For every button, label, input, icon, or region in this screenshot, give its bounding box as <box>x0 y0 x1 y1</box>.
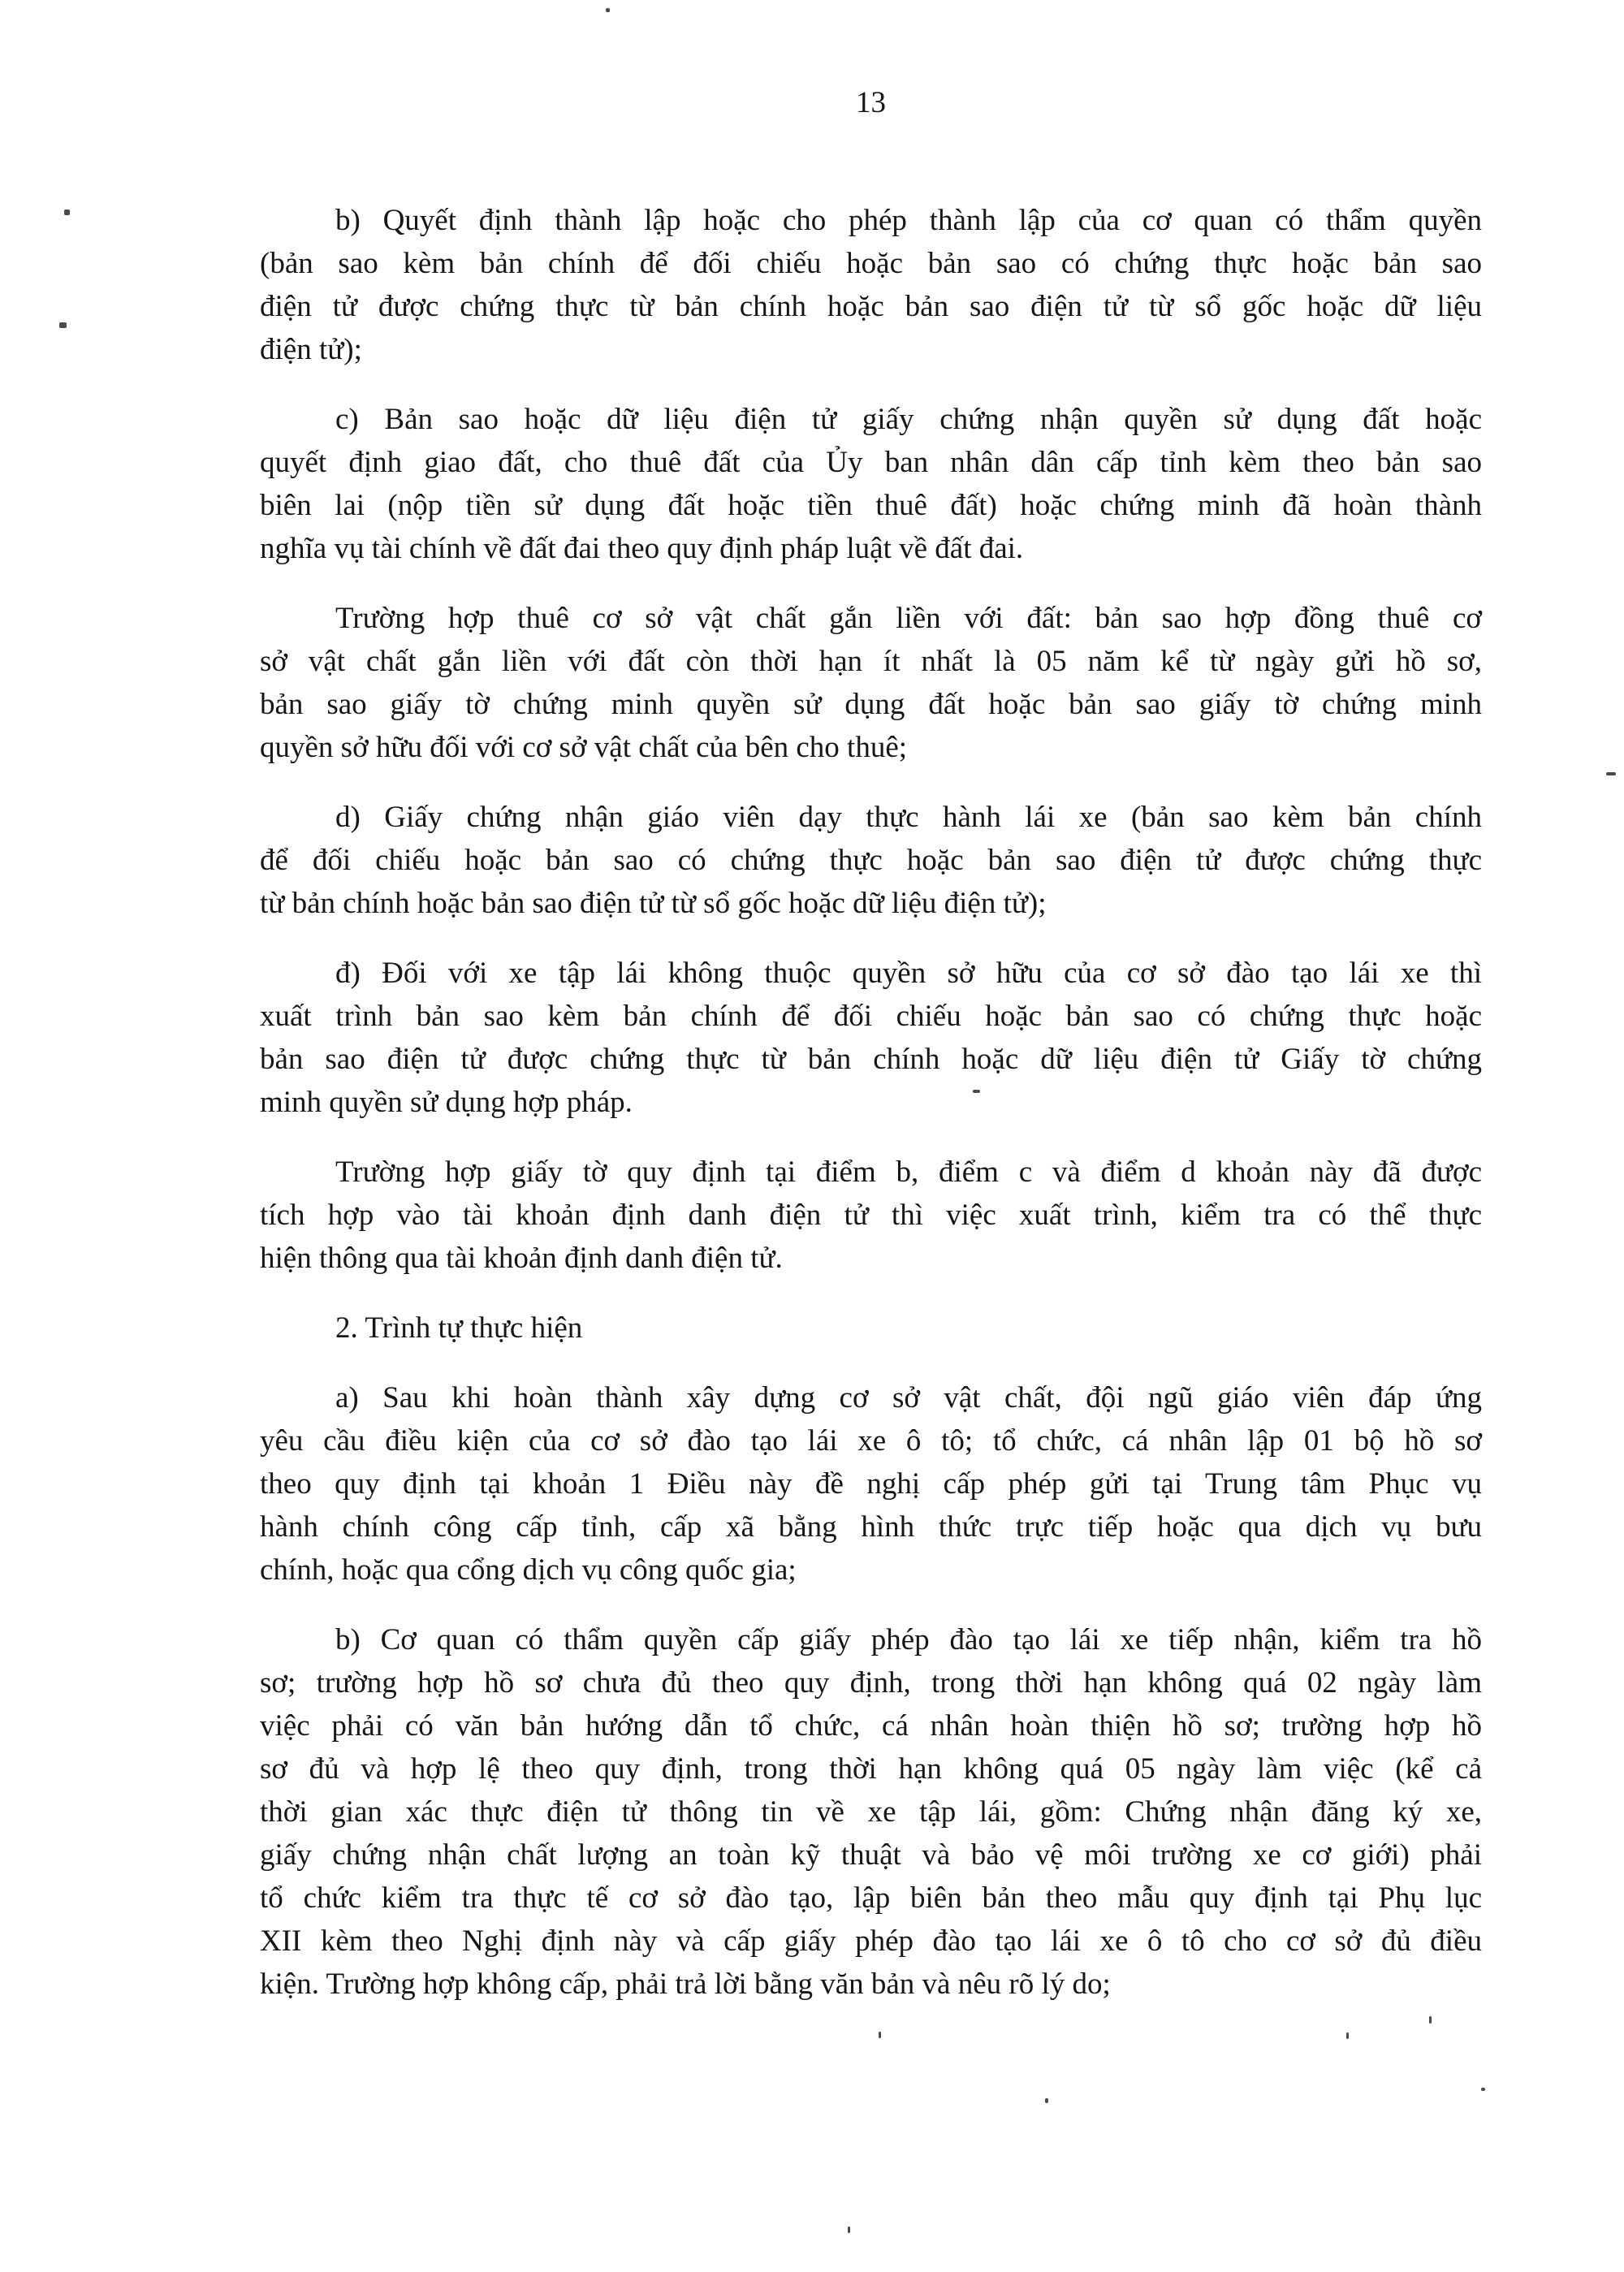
text-line: thời gian xác thực điện tử thông tin về xe tập lái, gồm: Chứng nhận đăng ký xe, <box>260 1795 1482 1829</box>
text-line: nghĩa vụ tài chính về đất đai theo quy định pháp luật về đất đai. <box>260 532 1024 565</box>
scan-speck <box>879 2032 881 2038</box>
text-line: sơ đủ và hợp lệ theo quy định, trong thời hạn không quá 05 ngày làm việc (kể cả <box>260 1752 1482 1786</box>
text-line: đ) Đối với xe tập lái không thuộc quyền sở hữu của cơ sở đào tạo lái xe thì <box>335 957 1482 990</box>
text-line: để đối chiếu hoặc bản sao có chứng thực hoặc bản sao điện tử được chứng thực <box>260 844 1482 877</box>
text-line: điện tử); <box>260 333 362 366</box>
scan-speck <box>973 1090 980 1093</box>
text-line: hành chính công cấp tỉnh, cấp xã bằng hình thức trực tiếp hoặc qua dịch vụ bưu <box>260 1510 1482 1544</box>
text-line: theo quy định tại khoản 1 Điều này đề nghị cấp phép gửi tại Trung tâm Phục vụ <box>260 1467 1482 1501</box>
text-line: a) Sau khi hoàn thành xây dựng cơ sở vật chất, đội ngũ giáo viên đáp ứng <box>335 1381 1482 1415</box>
text-line: b) Cơ quan có thẩm quyền cấp giấy phép đào tạo lái xe tiếp nhận, kiểm tra hồ <box>335 1623 1482 1656</box>
text-line: quyết định giao đất, cho thuê đất của Ủy ban nhân dân cấp tỉnh kèm theo bản sao <box>260 446 1482 479</box>
document-body <box>260 199 1482 2006</box>
text-line: hiện thông qua tài khoản định danh điện tử. <box>260 1242 783 1275</box>
text-line: b) Quyết định thành lập hoặc cho phép thành lập của cơ quan có thẩm quyền <box>335 204 1482 237</box>
scan-speck <box>606 8 610 12</box>
scan-speck <box>848 2227 850 2233</box>
scan-speck <box>1346 2032 1349 2039</box>
text-line: giấy chứng nhận chất lượng an toàn kỹ thuật và bảo vệ môi trường xe cơ giới) phải <box>260 1838 1482 1872</box>
text-line: từ bản chính hoặc bản sao điện tử từ sổ gốc hoặc dữ liệu điện tử); <box>260 887 1047 920</box>
text-line: bản sao điện tử được chứng thực từ bản chính hoặc dữ liệu điện tử Giấy tờ chứng <box>260 1043 1482 1076</box>
paragraph-eid-integration <box>260 1151 1482 1280</box>
scan-speck <box>59 322 67 328</box>
text-line: 2. Trình tự thực hiện <box>335 1311 583 1345</box>
paragraph-step-b <box>260 1618 1482 2006</box>
text-line: tổ chức kiểm tra thực tế cơ sở đào tạo, lập biên bản theo mẫu quy định tại Phụ lục <box>260 1881 1482 1915</box>
text-line: c) Bản sao hoặc dữ liệu điện tử giấy chứng nhận quyền sử dụng đất hoặc <box>335 403 1482 436</box>
scan-speck <box>1606 772 1616 775</box>
text-line: sơ; trường hợp hồ sơ chưa đủ theo quy định, trong thời hạn không quá 02 ngày làm <box>260 1666 1482 1700</box>
scan-speck <box>1481 2088 1485 2091</box>
paragraph-point-c <box>260 398 1482 570</box>
text-line: Trường hợp thuê cơ sở vật chất gắn liền với đất: bản sao hợp đồng thuê cơ <box>335 602 1482 635</box>
text-line: XII kèm theo Nghị định này và cấp giấy phép đào tạo lái xe ô tô cho cơ sở đủ điều <box>260 1924 1482 1958</box>
scan-speck <box>1045 2098 1048 2103</box>
text-line: minh quyền sử dụng hợp pháp. <box>260 1086 633 1119</box>
text-line: sở vật chất gắn liền với đất còn thời hạn ít nhất là 05 năm kể từ ngày gửi hồ sơ, <box>260 645 1482 678</box>
text-line: kiện. Trường hợp không cấp, phải trả lời bằng văn bản và nêu rõ lý do; <box>260 1967 1111 2001</box>
paragraph-point-d <box>260 796 1482 925</box>
text-line: (bản sao kèm bản chính để đối chiếu hoặc bản sao có chứng thực hoặc bản sao <box>260 247 1482 280</box>
paragraph-point-b <box>260 199 1482 371</box>
page-number: 13 <box>856 86 886 119</box>
paragraph-step-a <box>260 1376 1482 1592</box>
text-line: bản sao giấy tờ chứng minh quyền sử dụng đất hoặc bản sao giấy tờ chứng minh <box>260 688 1482 721</box>
paragraph-point-dd <box>260 952 1482 1124</box>
text-line: Trường hợp giấy tờ quy định tại điểm b, điểm c và điểm d khoản này đã được <box>335 1155 1482 1189</box>
paragraph-rent-facility <box>260 597 1482 769</box>
text-line: quyền sở hữu đối với cơ sở vật chất của bên cho thuê; <box>260 731 908 764</box>
text-line: chính, hoặc qua cổng dịch vụ công quốc gia; <box>260 1553 797 1587</box>
text-line: việc phải có văn bản hướng dẫn tổ chức, cá nhân hoàn thiện hồ sơ; trường hợp hồ <box>260 1709 1482 1743</box>
text-line: yêu cầu điều kiện của cơ sở đào tạo lái xe ô tô; tổ chức, cá nhân lập 01 bộ hồ sơ <box>260 1424 1482 1458</box>
heading-section-2 <box>260 1307 1482 1350</box>
scan-speck <box>1429 2016 1432 2024</box>
text-line: điện tử được chứng thực từ bản chính hoặc bản sao điện tử từ sổ gốc hoặc dữ liệu <box>260 290 1482 323</box>
text-line: biên lai (nộp tiền sử dụng đất hoặc tiền thuê đất) hoặc chứng minh đã hoàn thành <box>260 489 1482 522</box>
scan-speck <box>64 209 70 215</box>
text-line: tích hợp vào tài khoản định danh điện tử thì việc xuất trình, kiểm tra có thể thực <box>260 1199 1482 1232</box>
text-line: xuất trình bản sao kèm bản chính để đối chiếu hoặc bản sao có chứng thực hoặc <box>260 1000 1482 1033</box>
text-line: d) Giấy chứng nhận giáo viên dạy thực hành lái xe (bản sao kèm bản chính <box>335 801 1482 834</box>
